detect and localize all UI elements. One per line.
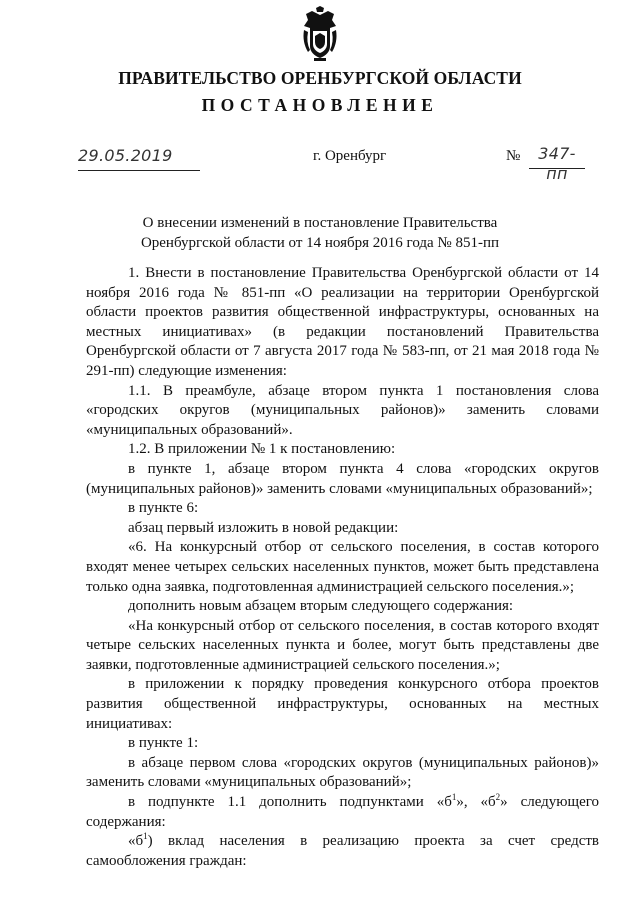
coat-of-arms-icon	[302, 6, 338, 62]
paragraph-point-1: в пункте 1, абзаце втором пункта 4 слова «городских округов (муниципальных районов)» заменить словами «муниципальных образований»;	[86, 460, 599, 497]
paragraph-item-1: в пункте 1:	[128, 735, 199, 752]
superscript: 1	[143, 831, 148, 842]
paragraph-1: 1. Внести в постановление Правительства Оренбургской области от 14 ноября 2016 года № 851-пп «О реализации на территории Оренбургской области проектов развития общественной инфраструктуры, основанных на местных инициативах» (в редакции постановлений Правительства Оренбургской области от 7 августа 2017 года № 583-пп, от 21 мая 2018 года № 291-пп) следующие изменения:	[86, 265, 599, 379]
paragraph-b1	[86, 832, 599, 871]
decree-city: г. Оренбург	[313, 148, 387, 164]
document-type-title: ПОСТАНОВЛЕНИЕ	[201, 95, 439, 115]
superscript: 2	[495, 792, 501, 803]
subject-line-1: О внесении изменений в постановление Правительства	[142, 215, 498, 231]
text-fragment: «б	[128, 833, 144, 850]
paragraph-1-1: 1.1. В преамбуле, абзаце втором пункта 1 постановления слова «городских округов (муниципальных районов)» заменить словами «муниципальных образований».	[86, 382, 599, 438]
decree-body	[86, 264, 599, 871]
paragraph-appendix: в приложении к порядку проведения конкурсного отбора проектов развития общественной инфраструктуры, основанных на местных инициативах:	[86, 676, 599, 732]
subject-line-2: Оренбургской области от 14 ноября 2016 года № 851-пп	[140, 235, 500, 251]
decree-number: 347-пп	[538, 144, 576, 183]
decree-date-field	[78, 146, 200, 171]
paragraph-point-6: в пункте 6:	[128, 500, 199, 517]
decree-number-field	[529, 144, 585, 183]
superscript: 1	[451, 792, 457, 803]
text-fragment: ) вклад населения в реализацию проекта за счет средств самообложения граждан:	[86, 833, 599, 869]
number-sign: №	[506, 148, 521, 164]
paragraph-quote-6: «6. На конкурсный отбор от сельского поселения, в состав которого входят менее четырех сельских населенных пунктов, может быть представлена только одна заявка, подготовленная администрацией сельского поселения.»;	[86, 539, 599, 595]
paragraph-1-2: 1.2. В приложении № 1 к постановлению:	[128, 441, 396, 458]
paragraph-first-abzac-words: в абзаце первом слова «городских округов (муниципальных районов)» заменить словами «муниципальных образований»;	[86, 754, 599, 791]
government-title: ПРАВИТЕЛЬСТВО ОРЕНБУРГСКОЙ ОБЛАСТИ	[118, 68, 522, 88]
text-fragment: » следующего содержания:	[86, 794, 600, 830]
paragraph-subitem-1-1	[86, 793, 599, 832]
decree-date: 29.05.2019	[78, 146, 173, 165]
paragraph-add-abzac: дополнить новым абзацем вторым следующего содержания:	[128, 598, 514, 615]
paragraph-quote-second: «На конкурсный отбор от сельского поселения, в состав которого входят четыре сельских населенных пункта и более, могут быть представлены две заявки, подготовленные администрацией сельского поселения.»;	[86, 617, 599, 673]
text-fragment: в подпункте 1.1 дополнить подпунктами «б	[128, 794, 452, 811]
decree-subject	[0, 213, 640, 253]
paragraph-first-abzac: абзац первый изложить в новой редакции:	[128, 519, 399, 536]
text-fragment: », «б	[456, 794, 496, 811]
